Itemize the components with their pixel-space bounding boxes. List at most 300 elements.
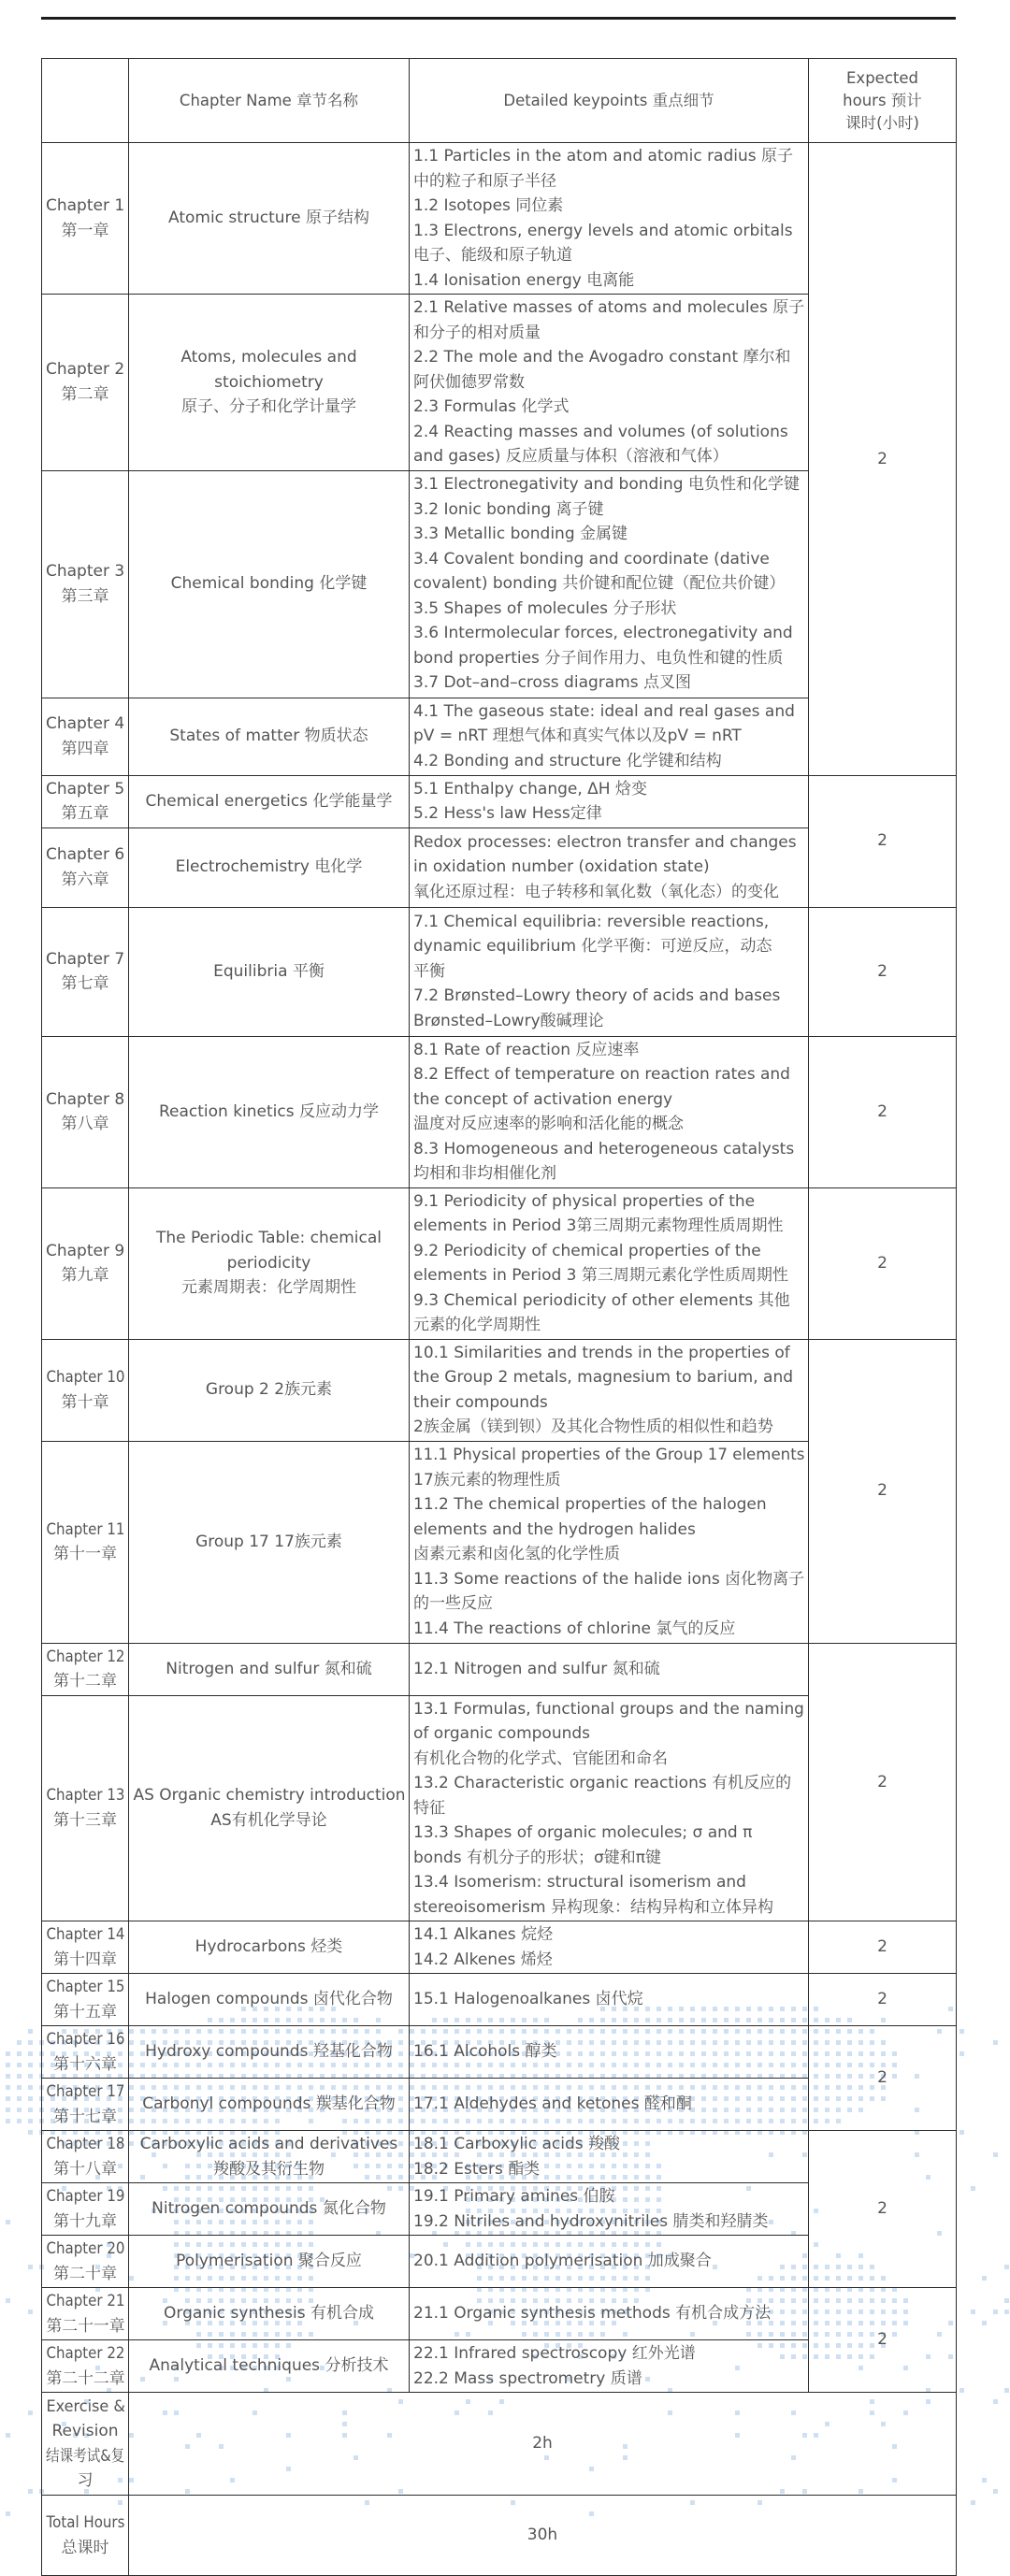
chapter-name-line: AS有机化学导论 [210, 1810, 327, 1830]
chapter-name [129, 2340, 410, 2393]
chapter-name-line: periodicity [226, 1253, 311, 1273]
chapter-number-en: Chapter 5 [46, 779, 125, 799]
chapter-name [129, 1441, 410, 1643]
keypoint-line: 1.1 Particles in the atom and atomic radius 原子 [413, 147, 794, 165]
map-dot [28, 2310, 33, 2314]
map-dot [17, 2119, 22, 2123]
chapter-number-zh: 第九章 [61, 1266, 109, 1285]
header-chapter-name: Chapter Name 章节名称 [129, 59, 410, 143]
map-dot [6, 2074, 10, 2079]
keypoint-line: bond properties 分子间作用力、电负性和键的性质 [413, 648, 784, 668]
chapter-number [42, 1695, 129, 1921]
chapter-number-en: Chapter 2 [46, 360, 125, 380]
chapter-number-en: Chapter 15 [46, 1978, 125, 1996]
chapter-number-en: Chapter 13 [46, 1786, 125, 1806]
keypoint-line: 温度对反应速率的影响和活化能的概念 [413, 1115, 684, 1133]
keypoint-line: stereoisomerism 异构现象：结构异构和立体异构 [413, 1897, 773, 1917]
chapter-number-en: Chapter 14 [46, 1925, 125, 1944]
keypoint-line: 卤素元素和卤化氢的化学性质 [413, 1545, 620, 1563]
keypoint-line: their compounds [413, 1392, 548, 1412]
keypoint-line: 3.7 Dot–and–cross diagrams 点叉图 [413, 673, 692, 693]
keypoint-line: 特征 [413, 1798, 445, 1818]
map-dot [6, 2051, 10, 2056]
keypoint-line: 有机化合物的化学式、官能团和命名 [413, 1749, 668, 1768]
header-hours-line: 课时(小时) [845, 113, 919, 132]
chapter-number [42, 2079, 129, 2131]
chapter-number-en: Chapter 1 [46, 196, 125, 215]
chapter-row [42, 1974, 957, 2026]
map-dot [960, 2051, 964, 2056]
map-dot [971, 2186, 975, 2191]
chapter-name-line: 羧酸及其衍生物 [213, 2159, 325, 2179]
chapter-number-en: Chapter 21 [46, 2292, 125, 2310]
keypoint-line: of organic compounds [413, 1724, 591, 1743]
chapter-name [129, 775, 410, 827]
keypoint-line: 13.1 Formulas, functional groups and the naming [413, 1699, 804, 1719]
map-dot [1004, 2298, 1009, 2303]
keypoint-line: 平衡 [413, 961, 445, 981]
keypoint-line: 14.2 Alkenes 烯烃 [413, 1950, 553, 1969]
hours-cell: 2 [809, 1339, 957, 1643]
map-dot [1004, 2388, 1009, 2393]
chapter-row [42, 907, 957, 1036]
keypoint-line: 2.1 Relative masses of atoms and molecules 原子 [413, 298, 805, 317]
chapter-row [42, 143, 957, 295]
chapter-name-line: The Periodic Table: chemical [156, 1229, 382, 1248]
map-dot [28, 2119, 33, 2123]
chapter-number [42, 2183, 129, 2236]
exercise-label-line: Revision [51, 2422, 119, 2440]
map-dot [17, 2040, 22, 2045]
keypoints [410, 698, 809, 775]
map-dot [17, 2085, 22, 2090]
header-chapter-cell [42, 59, 129, 143]
chapter-number [42, 2236, 129, 2288]
chapter-name-line: Nitrogen and sulfur 氮和硫 [166, 1659, 372, 1678]
keypoint-line: elements and the hydrogen halides [413, 1519, 696, 1539]
chapter-name [129, 143, 410, 295]
chapter-name-line: Equilibria 平衡 [213, 961, 325, 981]
map-dot [1004, 2310, 1009, 2314]
exercise-label-line: 结课考试&复 [46, 2446, 125, 2466]
chapter-number [42, 827, 129, 907]
chapter-number-zh: 第二十二章 [46, 2368, 124, 2388]
chapter-number [42, 1339, 129, 1441]
keypoint-line: 2.4 Reacting masses and volumes (of solutions [413, 422, 788, 441]
keypoint-line: the concept of activation energy [413, 1089, 673, 1109]
keypoints [410, 1036, 809, 1187]
map-dot [6, 2108, 10, 2112]
chapter-number-zh: 第十章 [61, 1392, 109, 1412]
chapter-number-zh: 第二十一章 [46, 2316, 124, 2336]
map-dot [982, 2276, 987, 2281]
chapter-name-line: Chemical bonding 化学键 [170, 574, 368, 594]
chapter-row [42, 2131, 957, 2183]
keypoint-line: 1.4 Ionisation energy 电离能 [413, 270, 635, 290]
keypoint-line: 12.1 Nitrogen and sulfur 氮和硫 [413, 1659, 660, 1678]
chapter-name-line: Chemical energetics 化学能量学 [145, 791, 393, 811]
map-dot [6, 2433, 10, 2438]
keypoint-line: 22.1 Infrared spectroscopy 红外光谱 [413, 2344, 696, 2363]
keypoint-line: 22.2 Mass spectrometry 质谱 [413, 2368, 642, 2388]
map-dot [6, 2063, 10, 2067]
chapter-number-en: Chapter 3 [46, 562, 125, 581]
keypoint-line: 17.1 Aldehydes and ketones 醛和酮 [413, 2094, 692, 2114]
chapter-name-line: Group 17 17族元素 [195, 1532, 342, 1551]
chapter-name [129, 1339, 410, 1441]
keypoints [410, 1921, 809, 1974]
hours-cell: 2 [809, 1187, 957, 1339]
keypoints [410, 295, 809, 471]
map-dot [28, 2411, 33, 2415]
keypoint-line: 20.1 Addition polymerisation 加成聚合 [413, 2252, 712, 2271]
chapter-number-zh: 第三章 [61, 586, 109, 606]
chapter-name [129, 2131, 410, 2183]
keypoint-line: Brønsted–Lowry酸碱理论 [413, 1011, 604, 1030]
chapter-row [42, 1339, 957, 1441]
map-dot [982, 2478, 987, 2482]
map-dot [6, 2298, 10, 2303]
map-dot [28, 2265, 33, 2269]
keypoint-line: 2.2 The mole and the Avogadro constant 摩尔和 [413, 348, 791, 367]
chapter-row [42, 2026, 957, 2079]
chapter-row [42, 1643, 957, 1695]
map-dot [993, 2152, 998, 2157]
chapter-name-line: Organic synthesis 有机合成 [164, 2304, 374, 2324]
total-label [42, 2496, 129, 2576]
hours-cell: 2 [809, 2131, 957, 2288]
keypoint-line: 1.3 Electrons, energy levels and atomic orbitals [413, 221, 793, 240]
keypoint-line: 11.3 Some reactions of the halide ions 卤化物离子 [413, 1569, 805, 1589]
chapter-number-zh: 第十四章 [53, 1950, 117, 1969]
chapter-name [129, 295, 410, 471]
keypoint-line: 均相和非均相催化剂 [413, 1164, 556, 1183]
keypoint-line: 19.1 Primary amines 伯胺 [413, 2187, 615, 2206]
keypoint-line: 13.2 Characteristic organic reactions 有机反应的 [413, 1774, 792, 1792]
keypoint-line: 3.2 Ionic bonding 离子键 [413, 499, 604, 519]
hours-cell: 2 [809, 2288, 957, 2393]
keypoint-line: 16.1 Alcohols 醇类 [413, 2042, 557, 2062]
header-expected-hours [809, 59, 957, 143]
chapter-number-en: Chapter 10 [46, 1368, 125, 1387]
chapter-number [42, 1441, 129, 1643]
keypoint-line: 中的粒子和原子半径 [413, 171, 556, 191]
keypoint-line: 11.1 Physical properties of the Group 17 elements [413, 1446, 805, 1464]
keypoint-line: pV = nRT 理想气体和真实气体以及pV = nRT [413, 727, 742, 746]
chapter-name-line: AS Organic chemistry introduction [133, 1786, 405, 1806]
header-row [42, 59, 957, 143]
hours-cell: 2 [809, 907, 957, 1036]
chapter-number-zh: 第八章 [61, 1115, 109, 1133]
map-dot [6, 2119, 10, 2123]
keypoints [410, 2183, 809, 2236]
map-dot [960, 2130, 964, 2135]
chapter-number-en: Chapter 16 [46, 2030, 125, 2049]
map-dot [993, 2040, 998, 2045]
map-dot [28, 2029, 33, 2034]
chapter-number-zh: 第十八章 [53, 2159, 117, 2179]
chapter-number-en: Chapter 11 [46, 1519, 125, 1539]
hours-cell: 2 [809, 2026, 957, 2131]
keypoint-line: 18.2 Esters 酯类 [413, 2159, 541, 2179]
chapter-number-zh: 第二十章 [53, 2264, 117, 2283]
chapter-number-zh: 第七章 [61, 974, 109, 993]
chapter-name [129, 698, 410, 775]
chapter-number [42, 2131, 129, 2183]
chapter-name [129, 2288, 410, 2340]
chapter-name-line: 元素周期表：化学周期性 [181, 1278, 356, 1298]
chapter-name-line: Polymerisation 聚合反应 [176, 2252, 362, 2271]
keypoint-line: elements in Period 3第三周期元素物理性质周期性 [413, 1216, 784, 1235]
hours-cell: 2 [809, 1974, 957, 2026]
map-dot [17, 2108, 22, 2112]
chapter-number [42, 1921, 129, 1974]
keypoint-line: 11.4 The reactions of chlorine 氯气的反应 [413, 1619, 736, 1638]
chapter-row [42, 1036, 957, 1187]
map-dot [28, 2040, 33, 2045]
keypoint-line: 元素的化学周期性 [413, 1316, 541, 1334]
keypoints [410, 2131, 809, 2183]
map-dot [28, 2108, 33, 2112]
keypoint-line: 2.3 Formulas 化学式 [413, 397, 570, 416]
map-dot [17, 2063, 22, 2067]
chapter-name [129, 1036, 410, 1187]
header-keypoints: Detailed keypoints 重点细节 [410, 59, 809, 143]
keypoint-line: 4.2 Bonding and structure 化学键和结构 [413, 751, 722, 770]
top-rule [41, 17, 956, 20]
chapter-number-zh: 第十九章 [53, 2211, 117, 2231]
chapter-number [42, 2340, 129, 2393]
map-dot [28, 2063, 33, 2067]
map-dot [28, 2085, 33, 2090]
chapter-number-en: Chapter 17 [46, 2082, 125, 2101]
keypoint-line: 18.1 Carboxylic acids 羧酸 [413, 2135, 621, 2153]
keypoints [410, 2079, 809, 2131]
map-dot [6, 2085, 10, 2090]
keypoint-line: 的一些反应 [413, 1594, 493, 1613]
map-dot [6, 2511, 10, 2516]
keypoint-line: 氧化还原过程：电子转移和氧化数（氧化态）的变化 [413, 882, 779, 901]
keypoints [410, 1974, 809, 2026]
chapter-number [42, 1036, 129, 1187]
hours-cell: 2 [809, 143, 957, 776]
chapter-number [42, 470, 129, 698]
exercise-row [42, 2393, 957, 2496]
chapter-row [42, 775, 957, 827]
hours-cell: 2 [809, 775, 957, 907]
chapter-number-en: Chapter 20 [46, 2239, 125, 2258]
keypoint-line: the Group 2 metals, magnesium to barium, and [413, 1368, 794, 1387]
exercise-label-line: Exercise & [45, 2396, 125, 2416]
chapter-number-en: Chapter 19 [46, 2187, 125, 2206]
exercise-hours: 2h [129, 2393, 957, 2496]
keypoints [410, 1441, 809, 1643]
keypoint-line: 3.5 Shapes of molecules 分子形状 [413, 598, 677, 618]
keypoint-line: 15.1 Halogenoalkanes 卤代烷 [413, 1990, 643, 2009]
chapter-number-en: Chapter 18 [46, 2135, 125, 2153]
keypoint-line: Redox processes: electron transfer and changes [413, 832, 797, 852]
map-dot [1004, 2265, 1009, 2269]
chapter-number-zh: 第十一章 [53, 1545, 117, 1563]
chapter-number-zh: 第十三章 [53, 1810, 117, 1830]
map-dot [993, 2310, 998, 2314]
map-dot [960, 2388, 964, 2393]
keypoints [410, 1695, 809, 1921]
map-dot [6, 2096, 10, 2101]
keypoint-line: 11.2 The chemical properties of the halogen [413, 1495, 767, 1514]
chapter-number-zh: 第十二章 [53, 1672, 117, 1691]
keypoint-line: 13.3 Shapes of organic molecules; σ and π [413, 1823, 753, 1842]
chapter-name-line: States of matter 物质状态 [169, 727, 368, 746]
chapter-number-zh: 第十五章 [53, 2002, 117, 2022]
chapter-name-line: Group 2 2族元素 [205, 1380, 333, 1400]
keypoints [410, 2340, 809, 2393]
keypoint-line: 和分子的相对质量 [413, 323, 541, 342]
map-dot [982, 2321, 987, 2325]
chapter-name [129, 1187, 410, 1339]
chapter-number-zh: 第五章 [61, 804, 109, 823]
chapter-name [129, 2183, 410, 2236]
keypoint-line: dynamic equilibrium 化学平衡：可逆反应，动态 [413, 937, 772, 957]
map-dot [28, 2130, 33, 2135]
keypoints [410, 470, 809, 698]
map-dot [28, 2489, 33, 2494]
keypoint-line: 9.1 Periodicity of physical properties of the [413, 1191, 756, 1211]
chapter-number [42, 2026, 129, 2079]
keypoint-line: 2族金属（镁到钡）及其化合物性质的相似性和趋势 [413, 1418, 773, 1436]
chapter-name-line: Nitrogen compounds 氮化合物 [152, 2199, 386, 2219]
keypoint-line: 10.1 Similarities and trends in the properties of [413, 1343, 790, 1362]
total-label-line: 总课时 [61, 2538, 109, 2557]
chapter-row [42, 2288, 957, 2340]
keypoints [410, 2236, 809, 2288]
chapter-name-line: Carbonyl compounds 羰基化合物 [142, 2094, 396, 2114]
chapter-name [129, 2026, 410, 2079]
chapter-name [129, 470, 410, 698]
chapter-number-en: Chapter 8 [46, 1089, 125, 1109]
chapter-name-line: 原子、分子和化学计量学 [181, 397, 356, 416]
chapter-number-zh: 第六章 [61, 870, 109, 889]
syllabus-table [41, 58, 957, 2576]
exercise-label [42, 2393, 129, 2496]
keypoint-line: 8.3 Homogeneous and heterogeneous catalysts [413, 1139, 795, 1158]
map-dot [17, 2096, 22, 2101]
keypoint-line: 电子、能级和原子轨道 [413, 246, 572, 265]
keypoints [410, 143, 809, 295]
keypoint-line: 3.6 Intermolecular forces, electronegativity and [413, 624, 793, 643]
header-hours-line: hours 预计 [843, 91, 922, 109]
keypoint-line: elements in Period 3 第三周期元素化学性质周期性 [413, 1266, 788, 1285]
hours-cell: 2 [809, 1921, 957, 1974]
keypoint-line: 7.2 Brønsted–Lowry theory of acids and bases [413, 986, 781, 1006]
keypoint-line: in oxidation number (oxidation state) [413, 857, 710, 877]
chapter-number [42, 1974, 129, 2026]
chapter-number-en: Chapter 7 [46, 949, 125, 969]
chapter-name-line: Carboxylic acids and derivatives [139, 2135, 398, 2153]
keypoints [410, 775, 809, 827]
keypoints [410, 2288, 809, 2340]
hours-cell: 2 [809, 1036, 957, 1187]
keypoints [410, 907, 809, 1036]
keypoint-line: 阿伏伽德罗常数 [413, 372, 525, 392]
map-dot [28, 2074, 33, 2079]
hours-cell: 2 [809, 1643, 957, 1921]
chapter-number-en: Chapter 22 [46, 2344, 125, 2363]
map-dot [28, 2096, 33, 2101]
chapter-number-zh: 第一章 [61, 221, 109, 240]
map-dot [17, 2051, 22, 2056]
chapter-name-line: Reaction kinetics 反应动力学 [158, 1101, 380, 1121]
map-dot [960, 2029, 964, 2034]
keypoints [410, 1187, 809, 1339]
map-dot [993, 2489, 998, 2494]
keypoints [410, 1643, 809, 1695]
chapter-name [129, 827, 410, 907]
chapter-name-line: Hydroxy compounds 羟基化合物 [145, 2042, 393, 2062]
header-hours-line: Expected [846, 68, 918, 87]
chapter-name [129, 1695, 410, 1921]
keypoint-line: 3.4 Covalent bonding and coordinate (dative [413, 549, 770, 568]
chapter-name-line: Hydrocarbons 烃类 [195, 1937, 343, 1957]
keypoint-line: 1.2 Isotopes 同位素 [413, 196, 564, 215]
chapter-number [42, 907, 129, 1036]
chapter-number [42, 143, 129, 295]
keypoint-line: 8.1 Rate of reaction 反应速率 [413, 1040, 640, 1059]
keypoint-line: 19.2 Nitriles and hydroxynitriles 腈类和羟腈类 [413, 2211, 769, 2231]
chapter-name-line: Atoms, molecules and [180, 348, 357, 367]
chapter-row [42, 1921, 957, 1974]
keypoint-line: 9.2 Periodicity of chemical properties of the [413, 1241, 761, 1260]
chapter-number [42, 1643, 129, 1695]
chapter-number-zh: 第十六章 [53, 2054, 117, 2074]
total-hours: 30h [129, 2496, 957, 2576]
keypoint-line: 14.1 Alkanes 烷烃 [413, 1925, 554, 1944]
chapter-number [42, 295, 129, 471]
chapter-number-zh: 第十七章 [53, 2107, 117, 2126]
chapter-name [129, 1643, 410, 1695]
map-dot [28, 2051, 33, 2056]
chapter-name-line: Halogen compounds 卤代化合物 [145, 1990, 393, 2009]
chapter-name-line: Electrochemistry 电化学 [175, 857, 363, 877]
chapter-number [42, 775, 129, 827]
keypoint-line: 17族元素的物理性质 [413, 1470, 561, 1489]
chapter-number [42, 698, 129, 775]
keypoint-line: 8.2 Effect of temperature on reaction rates and [413, 1065, 790, 1084]
chapter-number [42, 2288, 129, 2340]
map-dot [993, 2399, 998, 2404]
keypoint-line: 7.1 Chemical equilibria: reversible reactions, [413, 912, 770, 931]
map-dot [971, 2500, 975, 2505]
chapter-number-en: Chapter 12 [46, 1647, 125, 1666]
chapter-number-zh: 第四章 [61, 739, 109, 758]
keypoint-line: covalent) bonding 共价键和配位键（配位共价键） [413, 574, 786, 594]
chapter-number-en: Chapter 4 [46, 714, 125, 733]
map-dot [6, 2220, 10, 2224]
chapter-name [129, 2236, 410, 2288]
chapter-name [129, 1974, 410, 2026]
keypoint-line: 3.3 Metallic bonding 金属键 [413, 525, 628, 544]
chapter-name-line: stoichiometry [214, 372, 324, 392]
map-dot [971, 2310, 975, 2314]
chapter-name [129, 1921, 410, 1974]
keypoint-line: 3.1 Electronegativity and bonding 电负性和化学键 [413, 475, 800, 495]
chapter-number [42, 1187, 129, 1339]
keypoint-line: 9.3 Chemical periodicity of other elements 其他 [413, 1290, 790, 1310]
chapter-name [129, 907, 410, 1036]
total-row [42, 2496, 957, 2576]
chapter-name-line: Atomic structure 原子结构 [168, 209, 369, 228]
chapter-name [129, 2079, 410, 2131]
